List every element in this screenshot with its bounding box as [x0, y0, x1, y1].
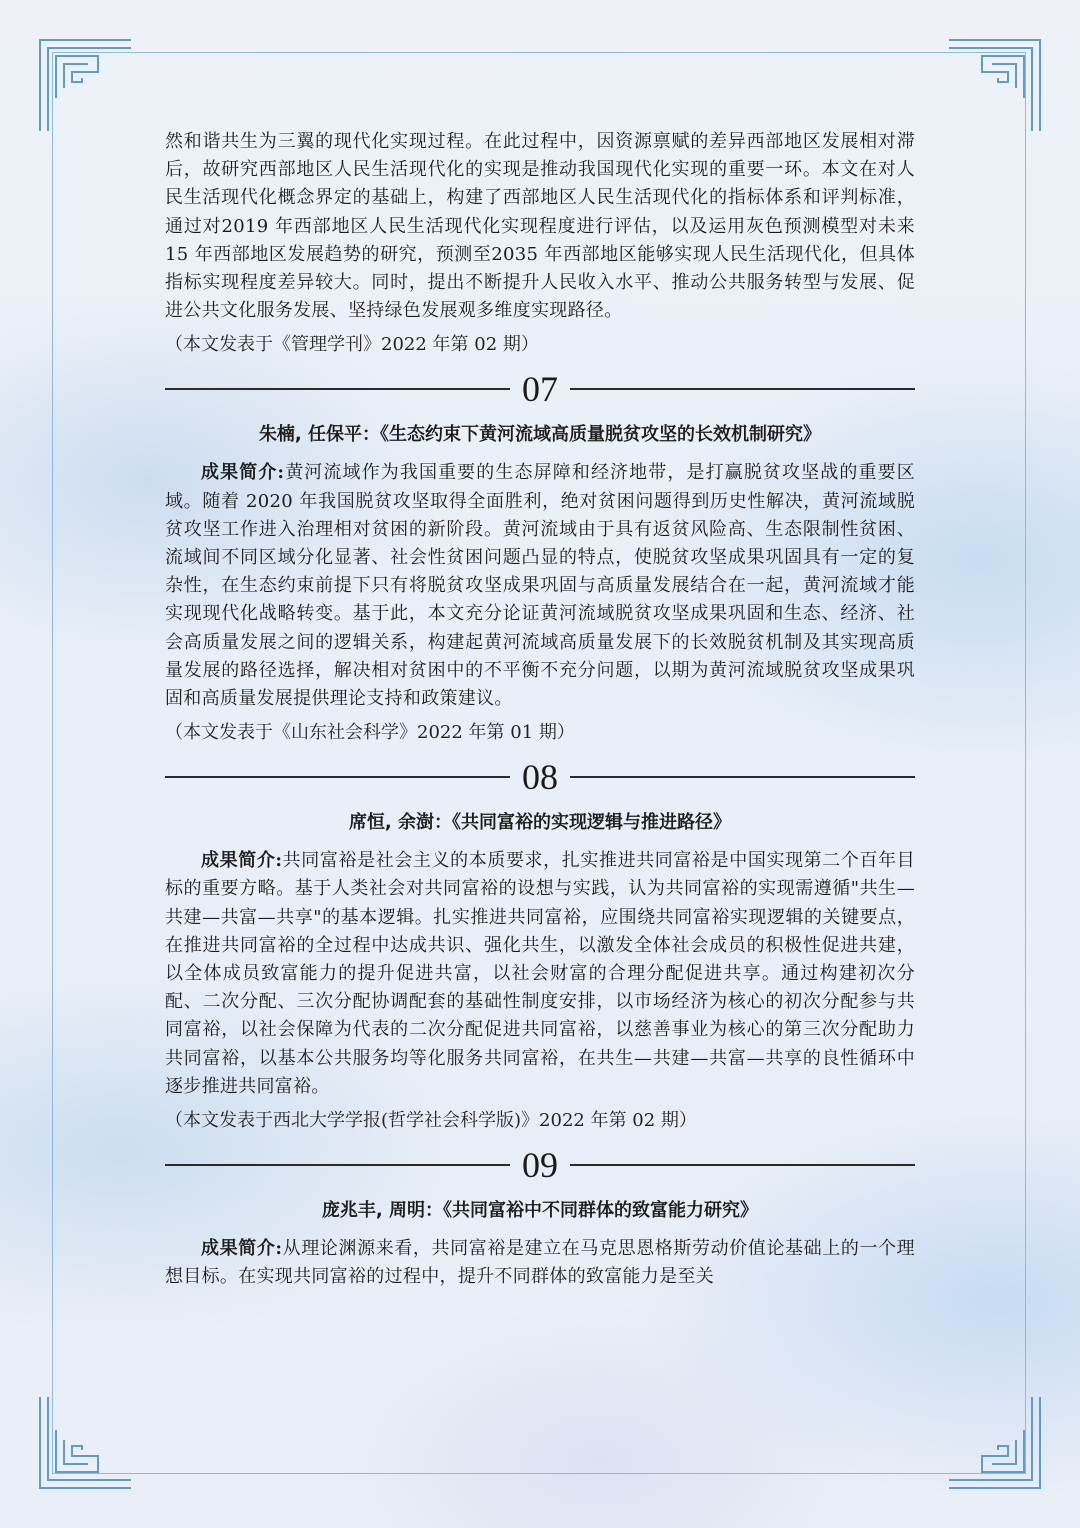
section-divider-09	[165, 1143, 915, 1187]
corner-ornament-top-left	[38, 38, 133, 133]
section-source: （本文发表于《山东社会科学》2022 年第 01 期）	[165, 722, 575, 744]
intro-source: （本文发表于《管理学刊》2022 年第 02 期）	[165, 334, 539, 356]
divider-line-left	[165, 776, 510, 778]
section-number: 08	[522, 757, 558, 798]
divider-line-right	[570, 388, 915, 390]
intro-paragraph: 然和谐共生为三翼的现代化实现过程。在此过程中，因资源禀赋的差异西部地区发展相对滞后，故研究西部地区人民生活现代化的实现是推动我国现代化实现的重要一环。本文在对人民生活现代化概念界定的基础上，构建了西部地区人民生活现代化的指标体系和评判标准，通过对2019 年西部地区人民生活现代化实现程度进行评估，以及运用灰色预测模型对未来 15 年西部地区发展趋势的研究，预测至2035 年西部地区能够实现人民生活现代化，但具体指标实现程度差异较大。同时，提出不断提升人民收入水平、推动公共服务转型与发展、促进公共文化服务发展、坚持绿色发展观多维度实现路径。	[165, 131, 915, 322]
summary-lead: 成果简介:	[201, 850, 283, 872]
corner-ornament-bottom-left	[38, 1395, 133, 1490]
section-summary	[165, 847, 915, 1101]
section-source: （本文发表于西北大学学报(哲学社会科学版)》2022 年第 02 期）	[165, 1110, 697, 1132]
section-title: 朱楠, 任保平：《生态约束下黄河流域高质量脱贫攻坚的长效机制研究》	[258, 424, 822, 446]
corner-ornament-bottom-right	[947, 1395, 1042, 1490]
corner-ornament-top-right	[947, 38, 1042, 133]
section-title: 席恒, 余澍：《共同富裕的实现逻辑与推进路径》	[348, 812, 732, 834]
divider-line-left	[165, 1164, 510, 1166]
section-summary	[165, 1235, 915, 1291]
summary-text: 从理论渊源来看，共同富裕是建立在马克思恩格斯劳动价值论基础上的一个理想目标。在实现共同富裕的过程中，提升不同群体的致富能力是至关	[165, 1238, 915, 1288]
section-divider-07	[165, 367, 915, 411]
section-number: 07	[522, 369, 558, 410]
article-content	[165, 128, 915, 1291]
section-divider-08	[165, 755, 915, 799]
summary-text: 共同富裕是社会主义的本质要求，扎实推进共同富裕是中国实现第二个百年目标的重要方略。基于人类社会对共同富裕的设想与实践，认为共同富裕的实现需遵循"共生—共建—共富—共享"的基本逻辑。扎实推进共同富裕，应围绕共同富裕实现逻辑的关键要点，在推进共同富裕的全过程中达成共识、强化共生，以激发全体社会成员的积极性促进共建，以全体成员致富能力的提升促进共富，以社会财富的合理分配促进共享。通过构建初次分配、二次分配、三次分配协调配套的基础性制度安排，以市场经济为核心的初次分配参与共同富裕，以社会保障为代表的二次分配促进共同富裕，以慈善事业为核心的第三次分配助力共同富裕，以基本公共服务均等化服务共同富裕，在共生—共建—共富—共享的良性循环中逐步推进共同富裕。	[165, 850, 915, 1097]
section-summary	[165, 459, 915, 713]
summary-lead: 成果简介:	[201, 1238, 283, 1260]
summary-lead: 成果简介:	[201, 462, 285, 484]
divider-line-right	[570, 1164, 915, 1166]
divider-line-left	[165, 388, 510, 390]
divider-line-right	[570, 776, 915, 778]
summary-text: 黄河流域作为我国重要的生态屏障和经济地带，是打赢脱贫攻坚战的重要区域。随着 2020 年我国脱贫攻坚取得全面胜利，绝对贫困问题得到历史性解决，黄河流域脱贫攻坚工作进入治理相对贫困的新阶段。黄河流域由于具有返贫风险高、生态限制性贫困、流域间不同区域分化显著、社会性贫困问题凸显的特点，使脱贫攻坚成果巩固具有一定的复杂性，在生态约束前提下只有将脱贫攻坚成果巩固与高质量发展结合在一起，黄河流域才能实现现代化战略转变。基于此，本文充分论证黄河流域脱贫攻坚成果巩固和生态、经济、社会高质量发展之间的逻辑关系，构建起黄河流域高质量发展下的长效脱贫机制及其实现高质量发展的路径选择，解决相对贫困中的不平衡不充分问题，以期为黄河流域脱贫攻坚成果巩固和高质量发展提供理论支持和政策建议。	[165, 462, 915, 710]
section-title: 庞兆丰, 周明：《共同富裕中不同群体的致富能力研究》	[321, 1200, 759, 1222]
section-number: 09	[522, 1145, 558, 1186]
